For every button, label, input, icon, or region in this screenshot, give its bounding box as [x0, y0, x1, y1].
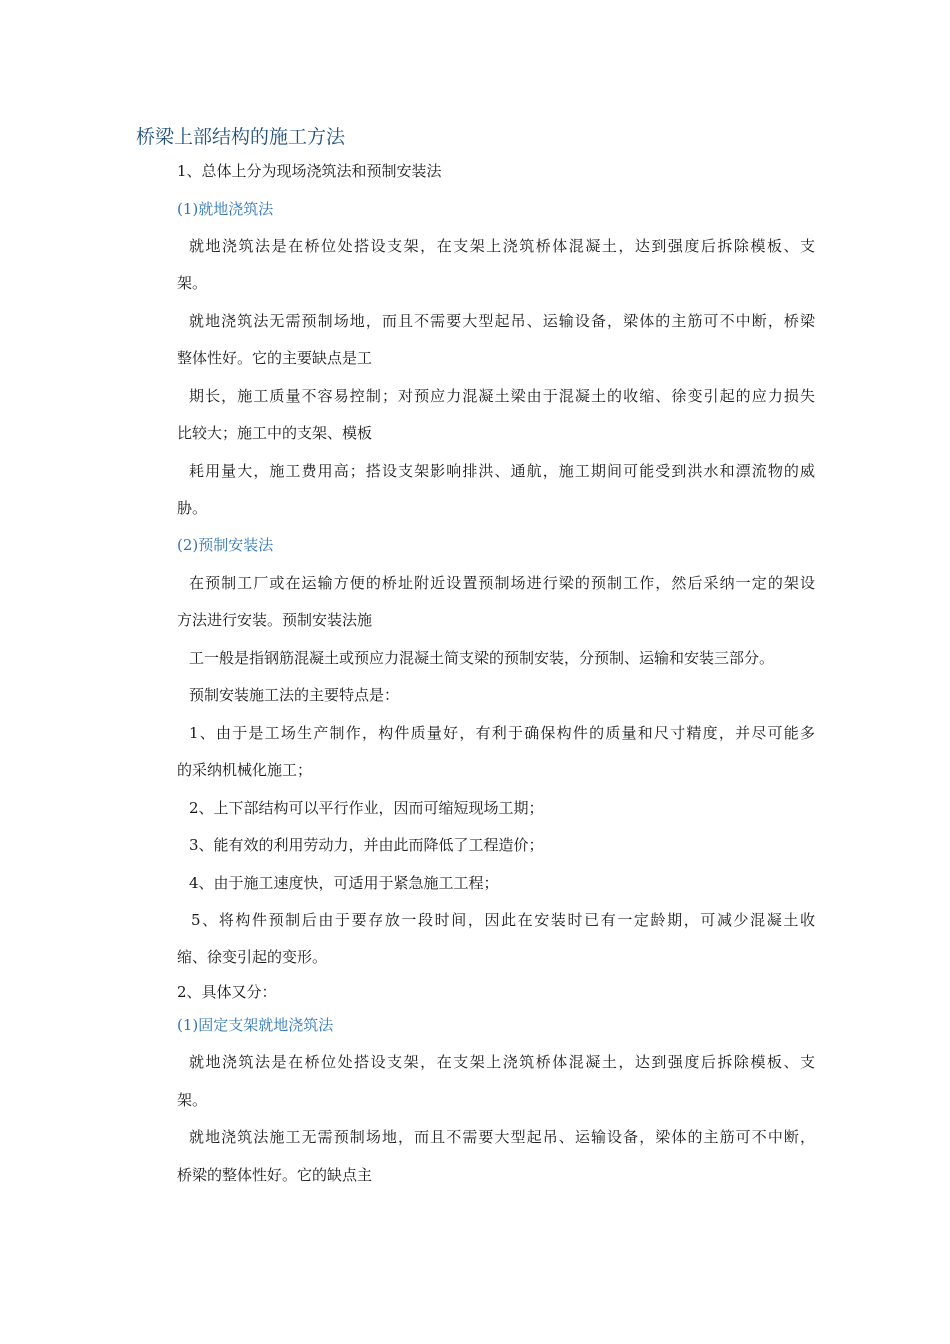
subheading-cast-in-place: (1)就地浇筑法 — [177, 200, 274, 218]
list-item: 的采纳机械化施工； — [177, 761, 313, 779]
list-item: 4、由于施工速度快，可适用于紧急施工工程； — [189, 874, 499, 892]
list-item: 5、将构件预制后由于要存放一段时间，因此在安装时已有一定龄期，可减少混凝土收 — [191, 911, 815, 929]
list-item: 2、上下部结构可以平行作业，因而可缩短现场工期； — [189, 799, 544, 817]
paragraph-line: 工一般是指钢筋混凝土或预应力混凝土简支梁的预制安装，分预制、运输和安装三部分。 — [189, 649, 775, 667]
paragraph-line: 胁。 — [177, 499, 208, 517]
paragraph-line: 桥梁的整体性好。它的缺点主 — [177, 1166, 373, 1184]
list-item: 3、能有效的利用劳动力，并由此而降低了工程造价； — [189, 836, 544, 854]
paragraph-line: 就地浇筑法是在桥位处搭设支架，在支架上浇筑桥体混凝土，达到强度后拆除模板、支 — [189, 1053, 815, 1071]
paragraph-line: 耗用量大，施工费用高；搭设支架影响排洪、通航，施工期间可能受到洪水和漂流物的威 — [189, 462, 815, 480]
paragraph-line: 期长，施工质量不容易控制；对预应力混凝土梁由于混凝土的收缩、徐变引起的应力损失 — [189, 387, 815, 405]
paragraph-line: 架。 — [177, 1091, 208, 1109]
paragraph-line: 方法进行安装。预制安装法施 — [177, 611, 373, 629]
paragraph-line: 预制安装施工法的主要特点是： — [189, 686, 400, 704]
section-heading-2: 2、具体又分： — [177, 983, 277, 1001]
paragraph-line: 就地浇筑法是在桥位处搭设支架，在支架上浇筑桥体混凝土，达到强度后拆除模板、支 — [189, 237, 815, 255]
paragraph-line: 就地浇筑法无需预制场地，而且不需要大型起吊、运输设备，梁体的主筋可不中断，桥梁 — [189, 312, 815, 330]
subheading-fixed-support: (1)固定支架就地浇筑法 — [177, 1016, 334, 1034]
paragraph-line: 架。 — [177, 274, 208, 292]
paragraph-line: 整体性好。它的主要缺点是工 — [177, 349, 373, 367]
paragraph-line: 在预制工厂或在运输方便的桥址附近设置预制场进行梁的预制工作，然后采纳一定的架设 — [189, 574, 815, 592]
document-title: 桥梁上部结构的施工方法 — [136, 126, 346, 148]
paragraph-line: 就地浇筑法施工无需预制场地，而且不需要大型起吊、运输设备，梁体的主筋可不中断， — [189, 1128, 815, 1146]
list-item: 缩、徐变引起的变形。 — [177, 948, 328, 966]
section-heading-1: 1、总体上分为现场浇筑法和预制安装法 — [177, 162, 442, 180]
paragraph-line: 比较大；施工中的支架、模板 — [177, 424, 373, 442]
list-item: 1、由于是工场生产制作，构件质量好，有利于确保构件的质量和尺寸精度，并尽可能多 — [189, 724, 815, 742]
subheading-precast-install: (2)预制安装法 — [177, 536, 274, 554]
